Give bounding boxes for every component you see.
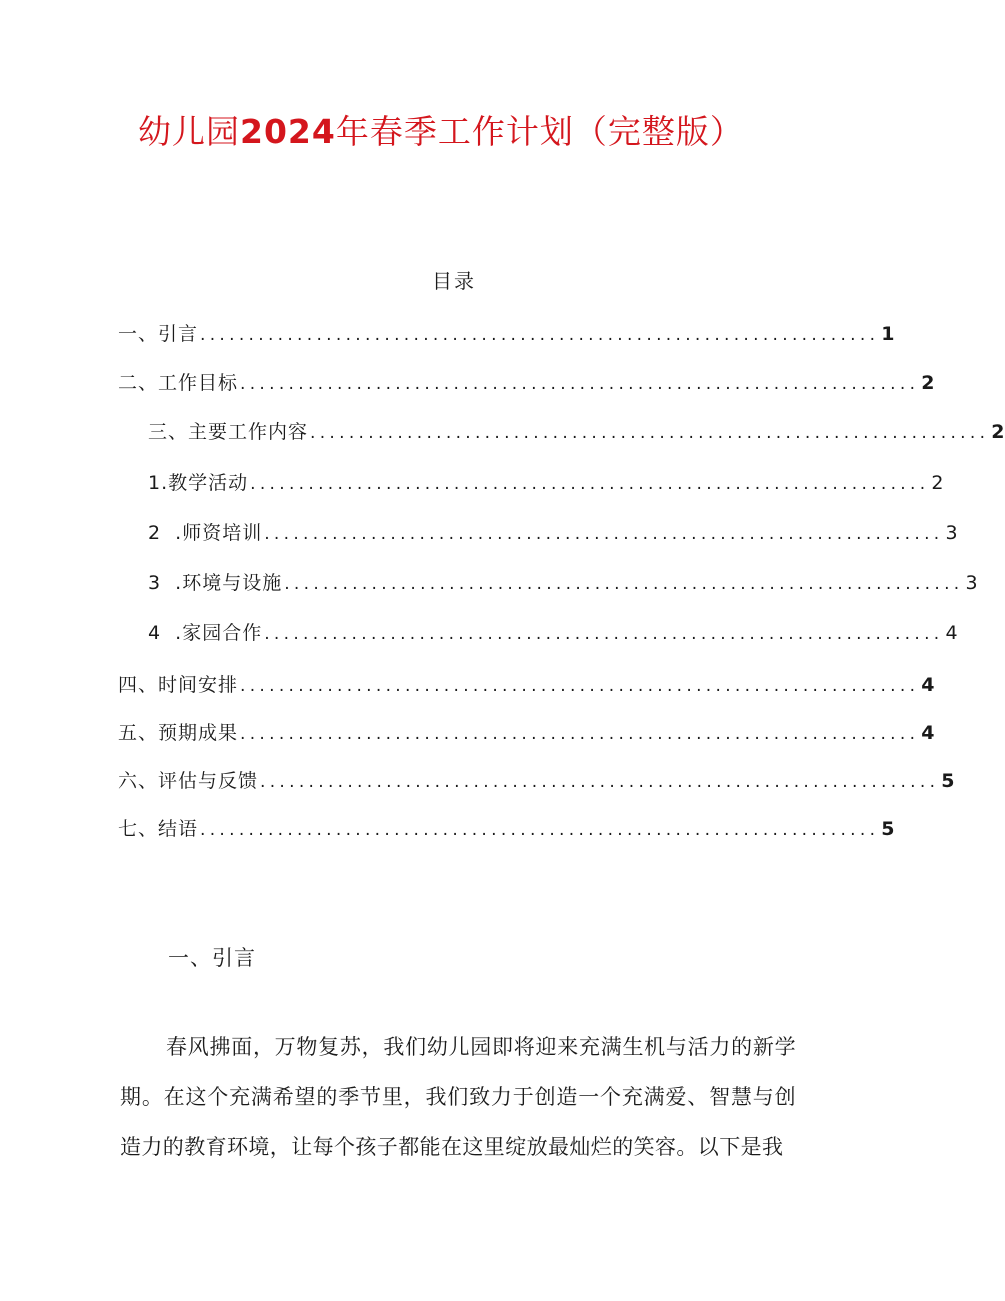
title-prefix: 幼儿园 <box>138 112 240 151</box>
toc-entry-page: 3 <box>945 522 958 544</box>
toc-entry-label: 四、时间安排 <box>118 674 239 696</box>
toc-leader-dots: ...................................................................... <box>250 474 930 494</box>
toc-entry-page: 5 <box>941 770 955 792</box>
toc-entry-page: 2 <box>991 421 1005 443</box>
toc-entry[interactable] <box>148 619 958 647</box>
toc-entry[interactable] <box>118 369 935 397</box>
toc-entry[interactable] <box>148 418 1005 446</box>
toc-entry-label: 一、引言 <box>118 323 199 345</box>
toc-entry[interactable] <box>118 815 895 843</box>
toc-entry-page: 4 <box>921 722 935 744</box>
toc-entry-label: 4 .家园合作 <box>148 622 263 644</box>
toc-leader-dots: ...................................................................... <box>284 574 964 594</box>
toc-entry[interactable] <box>148 519 958 547</box>
toc-leader-dots: ...................................................................... <box>200 820 880 840</box>
toc-entry-page: 2 <box>931 472 944 494</box>
toc-leader-dots: ...................................................................... <box>310 423 990 443</box>
toc-entry-label: 3 .环境与设施 <box>148 572 283 594</box>
title-suffix: 年春季工作计划（完整版） <box>335 112 744 151</box>
toc-entry[interactable] <box>118 320 895 348</box>
toc-entry-page: 1 <box>881 323 895 345</box>
toc-entry-page: 5 <box>881 818 895 840</box>
toc-entry-page: 2 <box>921 372 935 394</box>
toc-entry-label: 二、工作目标 <box>118 372 239 394</box>
toc-leader-dots: ...................................................................... <box>240 724 920 744</box>
toc-entry-page: 3 <box>965 572 978 594</box>
toc-leader-dots: ...................................................................... <box>240 374 920 394</box>
section-heading-intro: 一、引言 <box>168 946 256 970</box>
toc-entry-label: 2 .师资培训 <box>148 522 263 544</box>
toc-entry[interactable] <box>118 671 935 699</box>
toc-entry-page: 4 <box>945 622 958 644</box>
toc-entry[interactable] <box>118 767 955 795</box>
toc-leader-dots: ...................................................................... <box>260 772 940 792</box>
toc-heading: 目录 <box>432 269 476 293</box>
toc-entry-label: 七、结语 <box>118 818 199 840</box>
document-title <box>138 108 744 156</box>
toc-leader-dots: ...................................................................... <box>264 524 944 544</box>
toc-leader-dots: ...................................................................... <box>240 676 920 696</box>
toc-entry-label: 三、主要工作内容 <box>148 421 309 443</box>
toc-entry-label: 1.教学活动 <box>148 472 249 494</box>
toc-entry[interactable] <box>118 719 935 747</box>
toc-leader-dots: ...................................................................... <box>264 624 944 644</box>
toc-entry[interactable] <box>148 469 944 497</box>
toc-entry-label: 五、预期成果 <box>118 722 239 744</box>
toc-leader-dots: ...................................................................... <box>200 325 880 345</box>
toc-entry-page: 4 <box>921 674 935 696</box>
toc-entry-label: 六、评估与反馈 <box>118 770 259 792</box>
toc-entry[interactable] <box>148 569 978 597</box>
intro-paragraph: 春风拂面，万物复苏，我们幼儿园即将迎来充满生机与活力的新学期。在这个充满希望的季节里，我们致力于创造一个充满爱、智慧与创造力的教育环境，让每个孩子都能在这里绽放最灿烂的笑容。以下是我 <box>120 1035 796 1159</box>
title-year: 2024 <box>240 112 336 151</box>
